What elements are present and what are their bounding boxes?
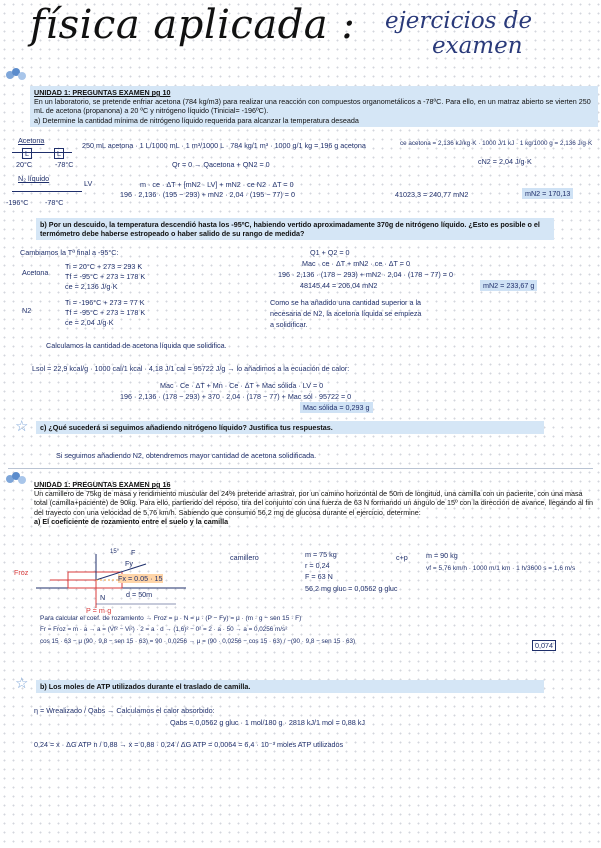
section-divider: [8, 468, 593, 469]
force-fx-label: Fx = 0.05 · 15: [118, 574, 163, 583]
question-2-box: [30, 478, 598, 528]
star-icon: ☆: [15, 418, 29, 435]
work-equation-1: m · ce · ΔT + [mN2 · LV] + mN2 · ce N2 · ΔT = 0: [140, 180, 294, 189]
work-1b-l1b: Q1 + Q2 = 0: [310, 248, 350, 257]
camillero-label: camillero: [230, 553, 259, 562]
temp-initial-2: -196°C: [6, 198, 29, 207]
work-1b-acetona: Acetona: [22, 268, 49, 277]
cp-velocity: vf = 5,76 km/h · 1000 m/1 km · 1 h/3600 s = 1,6 m/s: [426, 565, 576, 572]
question-2b-text: b) Los moles de ATP utilizados durante el traslado de camilla.: [40, 682, 251, 691]
cp-mass: m = 90 kg: [426, 551, 458, 560]
work-1b-eq1: Mac · ce · ΔT + mN2 · ce · ΔT = 0: [302, 259, 410, 268]
work-result-1: 41023,3 = 240,77 mN2: [395, 190, 469, 199]
force-froz-label: Froz: [14, 568, 29, 577]
work-1b-tf: Tf = -95°C + 273 = 178 K: [65, 272, 146, 281]
work-1b-l1: Cambiamos la Tª final a -95°C:: [20, 248, 119, 257]
work-acetona-label: Acetona: [18, 136, 45, 145]
force-fy-label: Fy: [125, 559, 133, 568]
question-1c-box: [36, 421, 544, 434]
flower-icon: [4, 66, 28, 89]
question-1-text: En un laboratorio, se pretende enfriar acetona (784 kg/m3) para realizar una reacción con compuestos organometálicos a -78ºC. Para ello, en un matraz abierto se vierten 250 mL de acetona (propanona) a 20 ºC y nitrógeno líquido (Tinicial= -196ºC).: [34, 97, 591, 116]
work-1b-l11: 196 · 2,136 · (178 − 293) + 370 · 2,04 · (178 − 77) + Mac sól · 95722 = 0: [120, 392, 352, 401]
work-2a-l3: cos 15 · 63 − μ (90 · 9,8 − sen 15 · 63) = 90 · 0,0256 → μ = (90 · 0,0256 − cos 15 · 63) / −(90 · 9,8 − sen 15 · 63): [40, 638, 356, 645]
work-energy-balance: Qr = 0 → Qacetona + QN2 = 0: [172, 160, 270, 169]
arrow-line-2: [12, 191, 82, 192]
work-1b-ce2: ce = 2,04 J/g·K: [65, 318, 114, 327]
force-p-label: P = m·g: [86, 606, 112, 615]
question-2a-text: a) El coeficiente de rozamiento entre el suelo y la camilla: [34, 516, 229, 526]
data-glucose: 56,2 mg gluc = 0,0562 g gluc: [305, 584, 398, 593]
work-cn2: cN2 = 2,04 J/g·K: [478, 157, 532, 166]
angle-label: 15°: [110, 549, 120, 555]
temp-initial-1: 20°C: [16, 160, 33, 169]
work-1b-note3: a solidificar.: [270, 320, 308, 329]
answer-1b-mass: mN2 = 233,67 g: [480, 280, 537, 291]
star-icon-2: ☆: [15, 675, 29, 692]
question-1-box: [30, 86, 598, 127]
work-1b-tf2: Tf = -95°C + 273 = 178 K: [65, 308, 146, 317]
work-1b-ti2: Ti = -196°C + 273 = 77 K: [65, 298, 145, 307]
data-r: r = 0,24: [305, 561, 330, 570]
question-1c-text: c) ¿Qué sucederá si seguimos añadiendo nitrógeno líquido? Justifica tus respuestas.: [40, 423, 333, 432]
answer-1c: Si seguimos añadiendo N2, obtendremos mayor cantidad de acetona solidificada.: [56, 451, 317, 460]
state-box-2: L: [54, 148, 64, 159]
work-2a-l1: Para calcular el coef. de rozamiento → Froz = μ · N = μ · (P − Fy) = μ · (m · g − sen 15 · F): [40, 615, 302, 622]
state-box-1: L: [22, 148, 32, 159]
work-n2-label: N₂ líquido: [18, 174, 50, 183]
cp-label: c+p: [396, 553, 408, 562]
work-1b-note1: Como se ha añadido una cantidad superior a la: [270, 298, 422, 307]
page-title: física aplicada :: [30, 2, 356, 48]
question-2-text: Un camillero de 75kg de masa y rendimiento muscular del 24% pretende arrastrar, por un camino horizontal de 50m de longitud, una camilla con un paciente, con una masa total (camilla+paciente) de 90kg. Para ello, partiendo del reposo, tira del conjunto con una fuerza de 63 N formando un ángulo de 15º con la dirección de avance, llegando al fin del trayecto con una velocidad de 5,76 km/h. Sabiendo que consumió 56,2 mg de glucosa durante el ejercicio, determine:: [34, 489, 594, 517]
question-1a-text: a) Determine la cantidad mínima de nitrógeno líquido requerida para alcanzar la temperatura deseada: [34, 115, 359, 125]
question-2b-box: [36, 680, 544, 693]
page-subtitle-1: ejercicios de: [385, 8, 533, 34]
data-f: F = 63 N: [305, 572, 333, 581]
force-n-label: N: [100, 593, 106, 602]
answer-2a: 0,074: [532, 640, 556, 651]
distance-label: d = 50m: [126, 590, 153, 599]
work-equation-2: 196 · 2,136 · (195 − 293) + mN2 · 2,04 · (195 − 77) = 0: [120, 190, 295, 199]
answer-1b-solid: Mac sólida = 0,293 g: [300, 402, 373, 413]
question-1b-box: [36, 218, 554, 240]
page-subtitle-2: examen: [432, 33, 523, 59]
question-1-header: UNIDAD 1: PREGUNTAS EXAMEN pg 10: [34, 88, 171, 97]
work-1b-ti: Ti = 20°C + 273 = 293 K: [65, 262, 143, 271]
force-f-label: F: [131, 548, 136, 557]
question-1b-text: b) Por un descuido, la temperatura descendió hasta los -95ºC, habiendo vertido aproximadamente 370g de nitrógeno líquido. ¿Esto es posible o el termómetro debe haberse estropeado o haber salido de su rango de medida?: [40, 220, 540, 239]
temp-final-2: -78°C: [45, 198, 64, 207]
question-2-header: UNIDAD 1: PREGUNTAS EXAMEN pg 16: [34, 480, 171, 489]
work-lv-label: LV: [84, 179, 93, 188]
work-acetona-mass: 250 mL acetona · 1 L/1000 mL · 1 m³/1000 L · 784 kg/1 m³ · 1000 g/1 kg = 196 g acetona: [82, 141, 366, 150]
work-1b-ce: ce = 2,136 J/g·K: [65, 282, 118, 291]
work-1b-eq3: 48145,44 = 206,04 mN2: [300, 281, 378, 290]
answer-1a: mN2 = 170,13: [522, 188, 573, 199]
work-1b-l9: Lsol = 22,9 kcal/g · 1000 cal/1 kcal · 4,18 J/1 cal = 95722 J/g → lo añadimos a la ecuación de calor:: [32, 364, 350, 373]
work-1b-l8: Calculamos la cantidad de acetona líquida que solidifica.: [46, 341, 227, 350]
flower-icon-2: [4, 470, 28, 493]
arrow-line-1: [12, 152, 72, 153]
work-2b-l1: η = Wrealizado / Qabs → Calculamos el calor absorbido:: [34, 706, 215, 715]
temp-final-1: -78°C: [55, 160, 74, 169]
work-ce-acetona: ce acetona = 2,136 kJ/kg·K · 1000 J/1 kJ · 1 kg/1000 g = 2,136 J/g·K: [400, 140, 593, 147]
work-2b-l3: 0,24 = x · ΔG ATP n / 0,88 → x = 0,88 · 0,24 / ΔG ATP = 0,0064 = 6,4 · 10⁻³ moles ATP utilizados: [34, 740, 344, 749]
work-2a-l2: Fr = Froz = m · a → a = (Vf² − Vi²) · 2 = a · d → (1,6)² − 0² = 2 · a · 50 → a = 0,0256 m/s²: [40, 626, 288, 633]
data-mass: m = 75 kg: [305, 550, 337, 559]
work-2b-l2: Qabs = 0,0562 g gluc · 1 mol/180 g · 2818 kJ/1 mol = 0,88 kJ: [170, 718, 365, 727]
work-1b-n2: N2: [22, 306, 32, 315]
work-1b-note2: necesaria de N2, la acetona líquida se empieza: [270, 309, 422, 318]
work-1b-eq2: 196 · 2,136 · (178 − 293) + mN2 · 2,04 · (178 − 77) = 0: [278, 270, 453, 279]
work-1b-l10: Mac · Ce · ΔT + Mn · Ce · ΔT + Mac sólida · LV = 0: [160, 381, 324, 390]
